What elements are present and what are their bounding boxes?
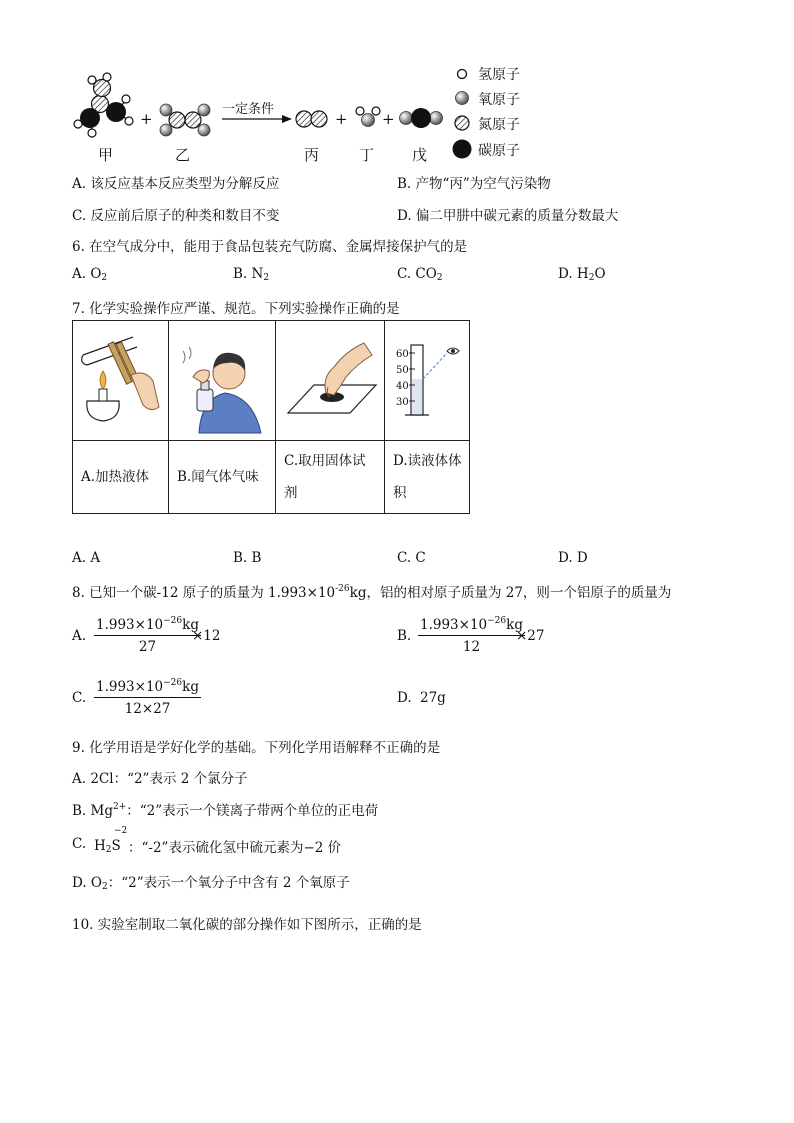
q6-stem: 6. 在空气成分中，能用于食品包装充气防腐、金属焊接保护气的是 (72, 239, 468, 255)
q8-option-d-value: 27g (420, 690, 446, 706)
reaction-diagram (0, 0, 794, 170)
molecule-ding (356, 107, 380, 127)
q7-image-c (276, 321, 385, 441)
q8-option-b-multiplier: ×27 (516, 628, 545, 644)
q9-option-c-text: ：“-2”表示硫化氢中硫元素为−2 价 (128, 840, 342, 856)
q6-option-b: B. $N_2$ (233, 266, 270, 283)
plus-sign: + (382, 110, 395, 128)
q6-option-a: A. $O_2$ (72, 266, 108, 283)
cylinder-tick-30: 30 (396, 397, 409, 408)
legend-hydrogen: 氢原子 (478, 67, 520, 83)
legend-carbon: 碳原子 (478, 143, 520, 159)
q7-option-b: B. B (233, 550, 262, 566)
q9-option-b: B. $Mg^{2+}$：“2”表示一个镁离子带两个单位的正电荷 (72, 802, 379, 819)
molecule-yi (160, 104, 210, 136)
q8-option-b-fraction: $\frac{1.993\times 10^{-26}kg}{12}$ (420, 616, 523, 655)
legend-oxygen: 氧原子 (478, 92, 520, 108)
q8-option-a-label: A. (72, 628, 87, 644)
q6-option-d: D. $H_2O$ (558, 266, 606, 283)
q9-stem: 9. 化学用语是学好化学的基础。下列化学用语解释不正确的是 (72, 740, 441, 756)
q7-cell-b: B.闻气体气味 (169, 441, 276, 514)
molecule-label-wu: 戊 (412, 146, 428, 164)
molecule-label-jia: 甲 (98, 146, 114, 164)
cylinder-tick-50: 50 (396, 365, 409, 376)
q7-option-d: D. D (558, 550, 588, 566)
q7-cell-c: C.取用固体试 剂 (276, 441, 385, 514)
plus-sign: + (140, 110, 153, 128)
q9-option-c-formula: $H_2S$ (94, 838, 121, 855)
smelling-gas-illustration (169, 321, 275, 436)
cylinder-tick-60: 60 (396, 349, 409, 360)
molecule-wu (400, 108, 443, 128)
q5-option-c: C. 反应前后原子的种类和数目不变 (72, 208, 280, 224)
q5-option-d: D. 偏二甲肼中碳元素的质量分数最大 (397, 208, 619, 224)
reading-volume-illustration (385, 321, 469, 436)
taking-solid-illustration (276, 321, 384, 436)
q5-option-a: A. 该反应基本反应类型为分解反应 (72, 176, 280, 192)
legend-symbols (453, 70, 472, 159)
q7-option-a: A. A (72, 550, 101, 566)
plus-sign: + (335, 110, 348, 128)
q8-option-a-multiplier: ×12 (192, 628, 221, 644)
q8-stem: 8. 已知一个碳-12 原子的质量为 $1.993\times 10^{-26}kg$，铝的相对原子质量为 27，则一个铝原子的质量为 (72, 584, 672, 601)
molecule-label-ding: 丁 (359, 146, 375, 164)
q7-cell-d: D.读液体体 积 (385, 441, 470, 514)
q7-image-b (169, 321, 276, 441)
heating-liquid-illustration (73, 321, 168, 436)
molecule-bing (296, 111, 327, 127)
q8-option-c-fraction: $\frac{1.993\times 10^{-26}kg}{12\times 27}$ (96, 678, 199, 717)
q10-stem: 10. 实验室制取二氧化碳的部分操作如下图所示，正确的是 (72, 917, 422, 933)
q5-option-b: B. 产物“丙”为空气污染物 (397, 176, 551, 192)
q7-cell-a: A.加热液体 (73, 441, 169, 514)
q8-option-b-label: B. (397, 628, 412, 644)
legend-nitrogen: 氮原子 (478, 117, 520, 133)
q7-image-a (73, 321, 169, 441)
q8-option-c-label: C. (72, 690, 87, 706)
molecule-jia (74, 73, 133, 137)
q8-option-a-fraction: $\frac{1.993\times 10^{-26}kg}{27}$ (96, 616, 199, 655)
q9-option-d: D. $O_2$：“2”表示一个氧分子中含有 2 个氧原子 (72, 875, 350, 892)
q7-operations-table (72, 320, 470, 514)
molecule-label-yi: 乙 (175, 146, 191, 164)
cylinder-tick-40: 40 (396, 381, 409, 392)
q6-option-c: C. $CO_2$ (397, 266, 443, 283)
q9-option-c-label: C. (72, 836, 87, 852)
q9-option-a: A. 2Cl：“2”表示 2 个氯分子 (72, 771, 248, 787)
q8-option-d-label: D. (397, 690, 412, 706)
reaction-condition: 一定条件 (222, 102, 275, 117)
molecule-label-bing: 丙 (304, 146, 320, 164)
q7-option-c: C. C (397, 550, 426, 566)
q7-stem: 7. 化学实验操作应严谨、规范。下列实验操作正确的是 (72, 301, 400, 317)
q9-option-c-valence: −2 (114, 826, 128, 836)
